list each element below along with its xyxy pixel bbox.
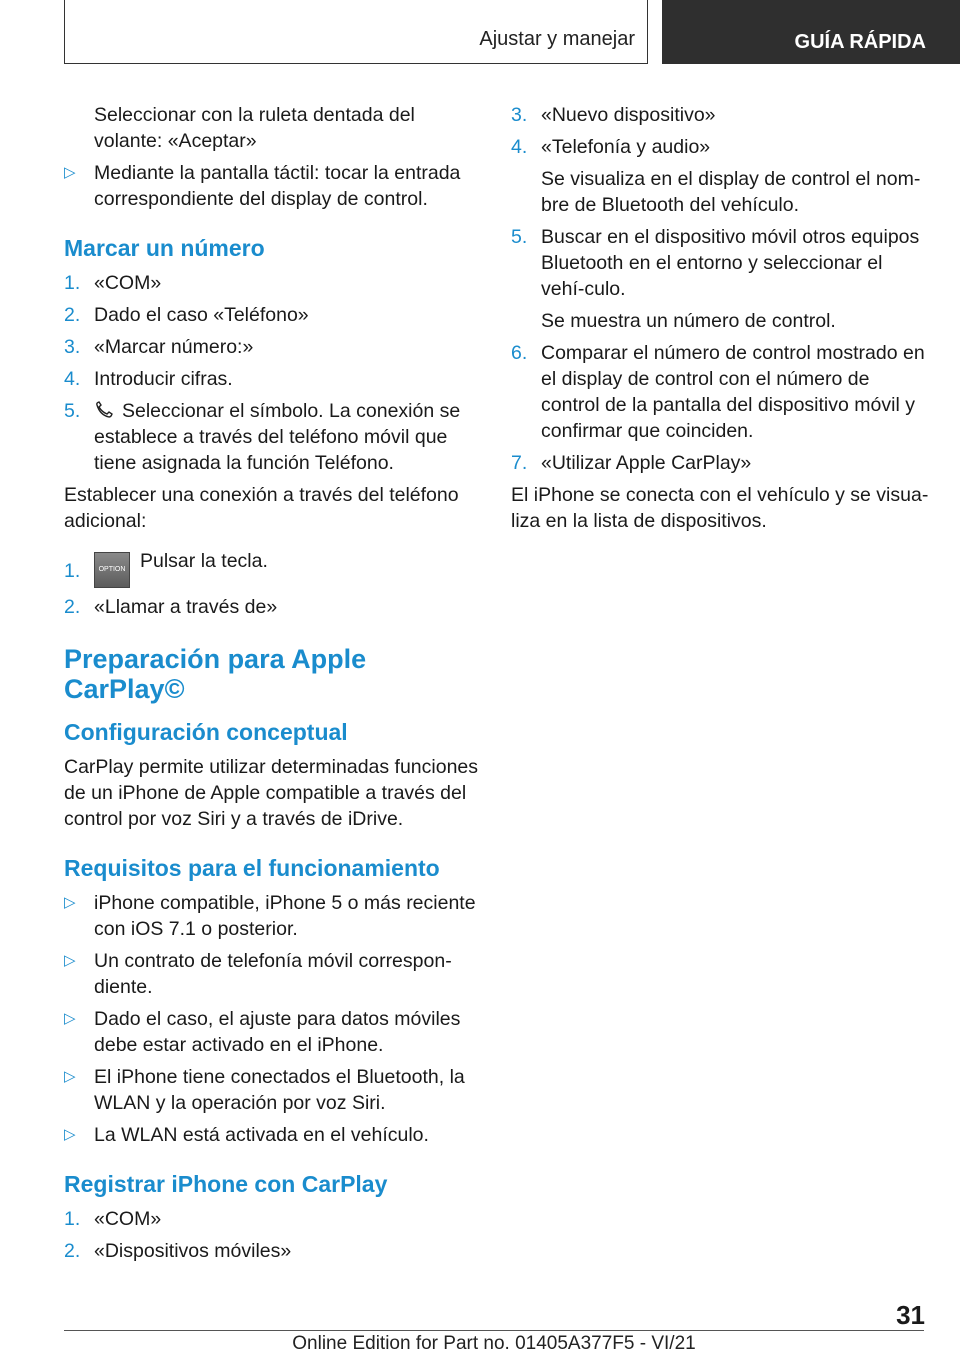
- config-text: CarPlay permite utilizar determinadas funciones de un iPhone de Apple compatible a través del control por voz Siri y a través de iDrive.: [64, 756, 479, 830]
- list-item: 5. Buscar en el dispositivo móvil otros equipos Bluetooth en el entorno y seleccionar el vehí-culo.: [511, 226, 920, 300]
- step-note: Se muestra un número de control.: [541, 310, 836, 332]
- list-item: ▷ Dado el caso, el ajuste para datos móviles debe estar activado en el iPhone.: [64, 1008, 461, 1056]
- bullet-triangle-icon: ▷: [64, 894, 76, 911]
- heading-registrar: Registrar iPhone con CarPlay: [64, 1171, 388, 1197]
- list-item: 4. «Telefonía y audio»: [511, 136, 711, 158]
- list-item: 3. «Marcar número:»: [64, 336, 254, 358]
- list-item: 4. Introducir cifras.: [64, 368, 233, 390]
- left-column: [64, 102, 484, 1270]
- heading-marcar: Marcar un número: [64, 235, 265, 261]
- step-note: Se visualiza en el display de control el nom-bre de Bluetooth del vehículo.: [541, 168, 921, 216]
- footer-text: Online Edition for Part no. 01405A377F5 - VI/21: [292, 1333, 696, 1354]
- list-item: ▷ La WLAN está activada en el vehículo.: [64, 1124, 429, 1146]
- list-item: 1. «COM»: [64, 1208, 162, 1230]
- list-item: ▷ El iPhone tiene conectados el Bluetooth, la WLAN y la operación por voz Siri.: [64, 1066, 465, 1114]
- list-item: 7. «Utilizar Apple CarPlay»: [511, 452, 752, 474]
- bullet-triangle-icon: ▷: [64, 952, 76, 969]
- footer-divider: [64, 1330, 924, 1331]
- phone-handset-icon: [94, 401, 116, 419]
- right-column: [511, 102, 931, 540]
- heading-config: Configuración conceptual: [64, 719, 348, 745]
- list-item: 2. «Llamar a través de»: [64, 596, 278, 618]
- list-item: 2. Dado el caso «Teléfono»: [64, 304, 309, 326]
- list-item: 5. Seleccionar el símbolo. La conexión se establece a través del teléfono móvil que tiene asignada la función Teléfono.: [64, 400, 461, 474]
- list-item: 6. Comparar el número de control mostrado en el display de control con el número de control de la pantalla del dispositivo móvil y confirmar que coinciden.: [511, 342, 925, 442]
- bullet-triangle-icon: ▷: [64, 1068, 76, 1085]
- closing-text: El iPhone se conecta con el vehículo y se visua-liza en la lista de dispositivos.: [511, 484, 929, 532]
- chapter-tab[interactable]: GUÍA RÁPIDA: [662, 0, 960, 64]
- bullet-triangle-icon: ▷: [64, 1126, 76, 1143]
- list-item: 3. «Nuevo dispositivo»: [511, 104, 716, 126]
- option-button-icon: OPTION: [94, 552, 130, 588]
- list-item: 2. «Dispositivos móviles»: [64, 1240, 292, 1262]
- section-title: Ajustar y manejar: [479, 28, 635, 50]
- heading-requisitos: Requisitos para el funcionamiento: [64, 855, 440, 881]
- page-number: 31: [896, 1300, 925, 1330]
- header-box: [64, 0, 648, 64]
- list-item: ▷ iPhone compatible, iPhone 5 o más reciente con iOS 7.1 o posterior.: [64, 892, 476, 940]
- intro-bullet: ▷ Mediante la pantalla táctil: tocar la entrada correspondiente del display de control.: [64, 162, 461, 210]
- intro-line: Seleccionar con la ruleta dentada del volante: «Aceptar»: [94, 104, 415, 152]
- list-item: ▷ Un contrato de telefonía móvil correspon-diente.: [64, 950, 452, 998]
- bullet-triangle-icon: ▷: [64, 1010, 76, 1027]
- list-item: 1. OPTION Pulsar la tecla.: [64, 548, 484, 588]
- bullet-triangle-icon: ▷: [64, 164, 76, 181]
- adicional-text: Establecer una conexión a través del teléfono adicional:: [64, 484, 459, 532]
- list-item: 1. «COM»: [64, 272, 162, 294]
- heading-preparacion: Preparación para Apple CarPlay©: [64, 644, 367, 704]
